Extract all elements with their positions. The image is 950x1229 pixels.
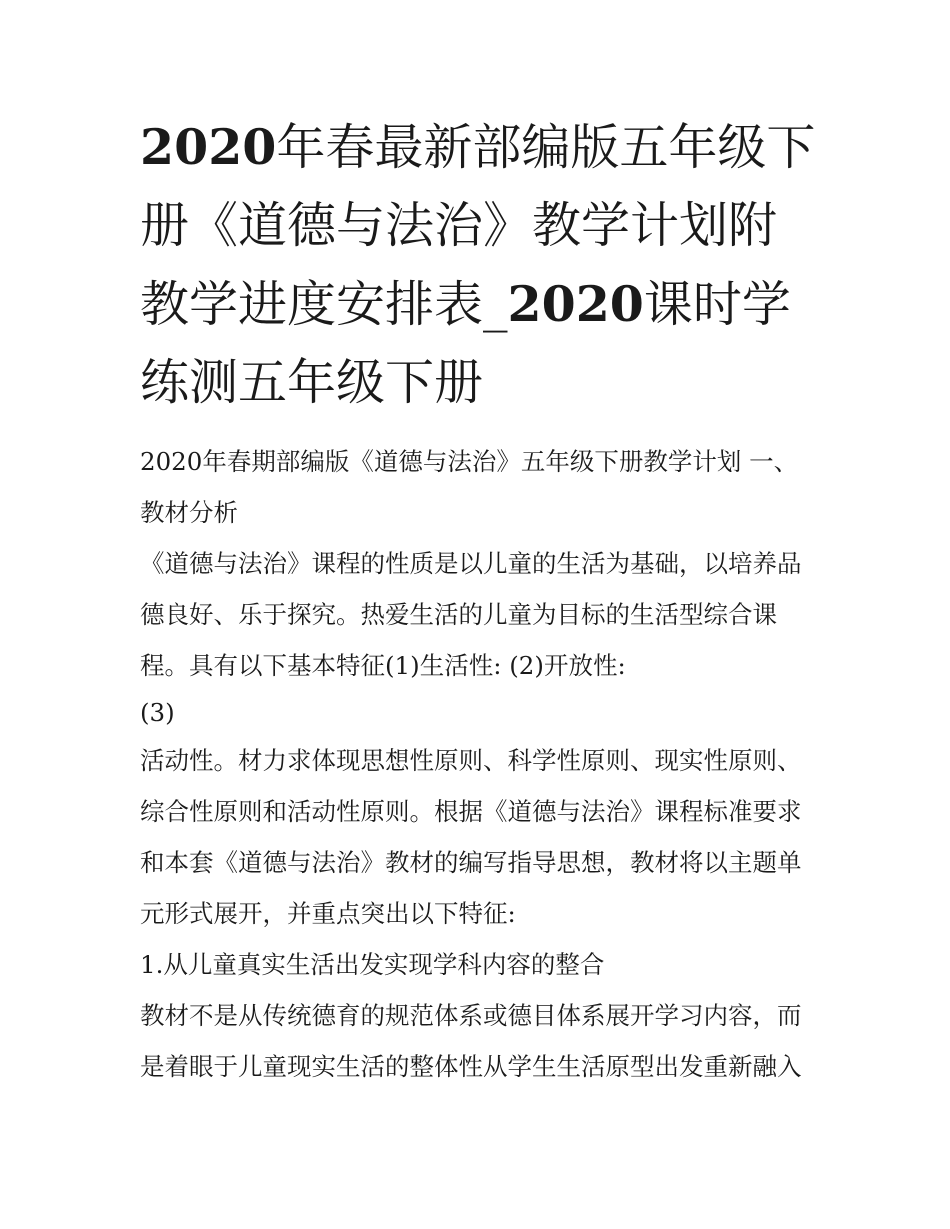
course-nature-paragraph: 《道德与法治》课程的性质是以儿童的生活为基础，以培养品德良好、乐于探究。热爱生活的儿童为目标的生活型综合课程。具有以下基本特征(1)生活性: (2)开放性:	[140, 549, 802, 680]
title-text-part2: 课时学练测五年级下册	[140, 276, 791, 411]
plan-heading-paragraph: 2020年春期部编版《道德与法治》五年级下册教学计划 一、教材分析	[140, 447, 799, 527]
feature-number-paragraph: (3)	[140, 698, 175, 727]
document-title	[140, 108, 820, 422]
section-heading-integration: 1.从儿童真实生活出发实现学科内容的整合	[140, 950, 605, 979]
title-year: 2020	[140, 118, 277, 176]
title-year-second: 2020	[507, 275, 644, 333]
textbook-content-paragraph: 教材不是从传统德育的规范体系或德目体系展开学习内容，而是着眼于儿童现实生活的整体性从学生生活原型出发重新融入	[140, 1001, 802, 1081]
activity-principles-paragraph: 活动性。材力求体现思想性原则、科学性原则、现实性原则、综合性原则和活动性原则。根据《道德与法治》课程标准要求和本套《道德与法治》教材的编写指导思想，教材将以主题单元形式展开，并重点突出以下特征:	[140, 746, 802, 928]
title-text-part1: 年春最新部编版五年级下册《道德与法治》教学计划附教学进度安排表_	[140, 119, 816, 333]
document-page	[140, 108, 820, 1092]
